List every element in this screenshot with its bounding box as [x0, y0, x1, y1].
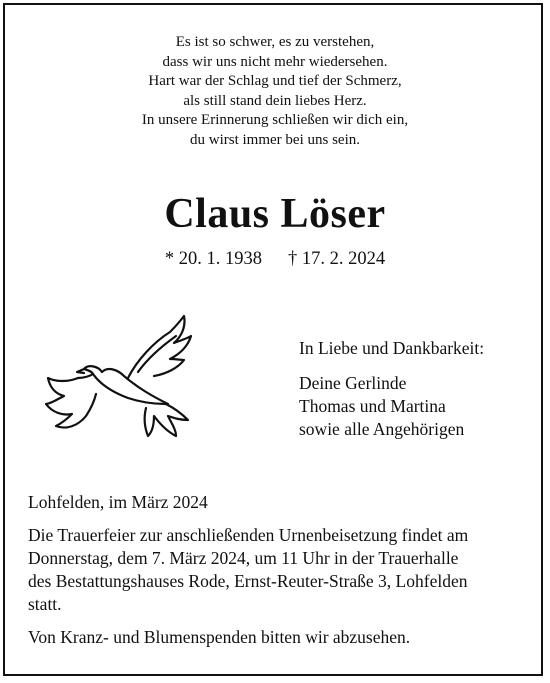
poem-line: Es ist so schwer, es zu verstehen,	[175, 34, 375, 50]
poem-line: du wirst immer bei uns sein.	[190, 131, 360, 148]
ceremony-line: des Bestattungshauses Rode, Ernst-Reuter-Straße 3, Lohfelden	[28, 571, 468, 591]
life-dates	[0, 249, 550, 270]
poem-line: Hart war der Schlag und tief der Schmerz,	[148, 73, 402, 89]
poem	[0, 33, 550, 150]
ceremony-line: statt.	[28, 594, 62, 614]
poem-line: als still stand dein liebes Herz.	[183, 92, 367, 109]
mourners	[299, 337, 484, 441]
ceremony-line: Donnerstag, dem 7. März 2024, um 11 Uhr in der Trauerhalle	[28, 548, 459, 568]
deceased-name: Claus Löser	[164, 191, 386, 237]
dove-icon	[42, 312, 194, 442]
birth-date: * 20. 1. 1938	[164, 249, 262, 269]
poem-line: dass wir uns nicht mehr wiedersehen.	[162, 53, 388, 70]
notice	[28, 491, 536, 649]
mourner-name: Thomas und Martina	[299, 396, 446, 416]
mourner-name: Deine Gerlinde	[299, 373, 407, 393]
mourner-name: sowie alle Angehörigen	[299, 419, 465, 439]
mourners-intro: In Liebe und Dankbarkeit:	[299, 338, 485, 358]
place-date: Lohfelden, im März 2024	[28, 492, 208, 512]
poem-line: In unsere Erinnerung schließen wir dich ein,	[141, 112, 409, 128]
ceremony-line: Die Trauerfeier zur anschließenden Urnenbeisetzung findet am	[28, 525, 469, 545]
ceremony-text	[28, 524, 536, 616]
flowers-note: Von Kranz- und Blumenspenden bitten wir abzusehen.	[28, 627, 411, 647]
death-date: † 17. 2. 2024	[288, 249, 386, 269]
